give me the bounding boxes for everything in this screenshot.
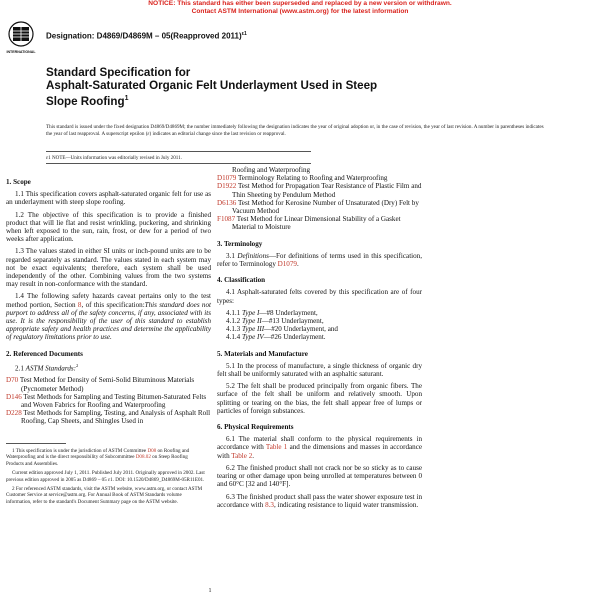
ref-text-f1087: Test Method for Linear Dimensional Stability of a Gasket Material to Moisture: [232, 215, 401, 232]
ref-code-d146[interactable]: D146: [6, 392, 22, 401]
astm-logo-icon: [7, 20, 35, 60]
ref-f1087: [217, 215, 422, 231]
fn1-text-b: on Roofing and Waterproofing and is the direct responsibility of Subcommittee: [6, 448, 190, 461]
designation: [46, 31, 247, 41]
section-heading-classification: 4. Classification: [217, 276, 266, 285]
table-2-link[interactable]: Table 2: [231, 451, 253, 460]
type-i-num: 4.1.1: [226, 308, 242, 317]
type-i-text: —#8 Underlayment,: [259, 308, 318, 317]
ref-d70: [6, 376, 211, 392]
logo-caption: INTERNATIONAL: [6, 50, 36, 54]
section-heading-materials: 5. Materials and Manufacture: [217, 349, 308, 358]
fn1-link-d08[interactable]: D08: [147, 448, 157, 454]
footnote-2-mark: 2: [76, 362, 79, 368]
ref-text-d146: Test Methods for Sampling and Testing Bitumen-Saturated Felts and Woven Fabrics for Roofing and Waterproofing: [21, 392, 207, 410]
paragraph-4-1: 4.1 Asphalt-saturated felts covered by this specification are of four types:: [217, 288, 422, 305]
p1-4-text-a: 1.4 The following safety hazards caveat pertains only to the test method portion, Section: [6, 292, 211, 309]
section-heading-scope: 1. Scope: [6, 178, 31, 186]
section-heading-referenced-documents: 2. Referenced Documents: [6, 349, 83, 358]
paragraph-1-3: 1.3 The values stated in either SI units or inch-pound units are to be regarded separately as standard. The values stated in each system may not be exact equivalents; therefore, each system shall be used independently of the other. Combining values from the two systems may result in non-conformance with the standard.: [6, 247, 211, 289]
p6-3-text-a: 6.3 The finished product shall pass the water shower exposure test in accordance with: [217, 492, 422, 509]
astm-international-logo: [7, 20, 35, 60]
table-1-link[interactable]: Table 1: [265, 443, 288, 452]
ref-d1922: [217, 182, 422, 198]
ref-d228: [6, 409, 211, 425]
document-title: [46, 66, 546, 108]
p3-1-text: —For definitions of terms used in this specification, refer to Terminology: [217, 251, 422, 269]
paragraph-6-3: [217, 493, 422, 509]
ref-text-d70: Test Method for Density of Semi-Solid Bituminous Materials (Pycnometer Method): [18, 376, 195, 393]
ref-d146: [6, 393, 211, 409]
title-line-3: Slope Roofing: [46, 94, 125, 108]
p3-1-num: 3.1: [226, 251, 238, 260]
issue-note: This standard is issued under the fixed designation D4869/D4869M; the number immediately following the designation indicates the year of original adoption or, in the case of revision, the year of last revision. A number in parentheses indicates the year of last reapproval. A superscript epsilon (ε) indicates an editorial change since the last revision or reapproval.: [46, 124, 544, 137]
paragraph-1-1: 1.1 This specification covers asphalt-saturated organic felt for use as an underlayment with steep slope roofing.: [6, 190, 211, 207]
section-heading-terminology: 3. Terminology: [217, 239, 263, 248]
title-line-1: Standard Specification for: [46, 66, 191, 79]
type-ii-num: 4.1.2: [226, 317, 242, 326]
type-ii-text: —#13 Underlayment,: [261, 317, 324, 326]
type-ii-line: [217, 317, 422, 325]
ref-text-d6136: Test Method for Kerosine Number of Unsaturated (Dry) Felt by Vacuum Method: [232, 198, 419, 216]
paragraph-3-1: [217, 252, 422, 268]
notice-line-2: Contact ASTM International (www.astm.org) for the latest information: [191, 8, 409, 15]
paragraph-1-4: [6, 292, 211, 341]
section-heading-physical-requirements: 6. Physical Requirements: [217, 423, 294, 432]
paragraph-2-1: [6, 362, 211, 373]
section-8-link[interactable]: 8: [77, 300, 82, 309]
p1-4-text-b: , of this specification:: [81, 300, 145, 309]
ref-code-d1079[interactable]: D1079: [217, 174, 237, 183]
type-i-line: [217, 309, 422, 317]
p6-1-text-b: and the dimensions and masses in accordance with: [217, 443, 422, 460]
ref-d1079: [217, 174, 422, 182]
type-i-label: Type I: [241, 308, 260, 317]
type-iii-line: [217, 325, 422, 333]
designation-epsilon: ε1: [241, 31, 247, 37]
designation-text: Designation: D4869/D4869M – 05(Reapproved 2011): [46, 31, 242, 41]
paragraph-6-2: 6.2 The finished product shall not crack nor be so sticky as to cause tearing or other damage upon being unrolled at temperatures between 0 and 60°C [32 and 140°F].: [217, 463, 422, 489]
astm-standards-label: ASTM Standards:: [25, 364, 77, 373]
p6-1-end: .: [252, 451, 255, 460]
d1079-link[interactable]: D1079: [277, 260, 297, 269]
ref-text-d1922: Test Method for Propagation Tear Resistance of Plastic Film and Thin Sheeting by Pendulum Method: [232, 182, 422, 199]
paragraph-1-2: 1.2 The objective of this specification is to provide a finished product that will lie flat and resist wrinkling, puckering, and shrinking when left exposed to the sun, rain, frost, or dew for a period of two weeks after application.: [6, 210, 211, 244]
ref-code-d6136[interactable]: D6136: [217, 198, 237, 207]
p3-1-end: .: [296, 260, 299, 269]
notice-line-1: NOTICE: This standard has either been superseded and replaced by a new version or withdrawn.: [148, 0, 452, 7]
ref-text-d228: Test Methods for Sampling, Testing, and Analysis of Asphalt Roll Roofing, Cap Sheets, and Shingles Used in: [21, 409, 211, 426]
title-footnote-mark: 1: [124, 95, 129, 102]
footnotes: [6, 448, 206, 508]
type-iv-label: Type IV: [241, 333, 264, 342]
definitions-label: Definitions: [237, 251, 269, 260]
ref-code-d70[interactable]: D70: [6, 376, 19, 385]
p2-1-num: 2.1: [15, 364, 26, 373]
paragraph-6-1: [217, 435, 422, 460]
fn1-text-c: on Steep Roofing Products and Assemblies.: [6, 454, 188, 467]
left-column: [6, 170, 211, 426]
p6-1-text-a: 6.1 The material shall conform to the physical requirements in accordance with: [217, 435, 422, 452]
type-iv-line: [217, 333, 422, 341]
ref-text-d1079: Terminology Relating to Roofing and Waterproofing: [236, 174, 388, 183]
supersession-notice: [0, 0, 600, 16]
page-number: 1: [208, 588, 212, 594]
p6-3-text-b: , indicating resistance to liquid water transmission.: [273, 500, 419, 509]
type-iv-text: —#26 Underlayment.: [263, 333, 326, 342]
section-8-3-link[interactable]: 8.3: [265, 500, 274, 509]
type-ii-label: Type II: [241, 317, 262, 326]
ref-code-d228[interactable]: D228: [6, 409, 22, 418]
ref-d228-cont-text: Roofing and Waterproofing: [232, 166, 311, 174]
footnote-2: 2 For referenced ASTM standards, visit the ASTM website, www.astm.org, or contact ASTM Customer Service at service@astm.org. For Annual Book of ASTM Standards volume information, refer to the standard's Document Summary page on the ASTM website.: [6, 486, 203, 505]
type-iii-label: Type III: [241, 325, 265, 334]
type-iv-num: 4.1.4: [226, 333, 242, 342]
divider-rule-2: [46, 163, 311, 164]
safety-caveat: This standard does not purport to address all of the safety concerns, if any, associated with its use. It is the responsibility of the user of this standard to establish appropriate safety and health practices and determine the applicability of regulatory limitations prior to use.: [6, 300, 211, 342]
right-column: [217, 166, 422, 513]
ref-d228-continued: [217, 166, 422, 174]
epsilon-note: ε1 NOTE—Units information was editorially revised in July 2011.: [46, 155, 182, 161]
type-iii-num: 4.1.3: [226, 325, 242, 334]
paragraph-5-1: 5.1 In the process of manufacture, a single thickness of organic dry felt shall be uniformly saturated with an asphaltic saturant.: [217, 361, 422, 379]
footnote-rule: [6, 443, 66, 444]
fn1-link-d0802[interactable]: D08.02: [135, 454, 151, 461]
divider-rule: [46, 151, 311, 152]
footnote-1-edition: Current edition approved July 1, 2011. Published July 2011. Originally approved in 2002. Last previous edition approved in 2005 as D4869 – 05 ε1. DOI: 10.1520/D4869_D4869M-05R11E01.: [6, 470, 205, 483]
title-line-2: Asphalt-Saturated Organic Felt Underlayment Used in Steep: [46, 79, 378, 92]
ref-code-f1087[interactable]: F1087: [217, 215, 236, 224]
paragraph-5-2: 5.2 The felt shall be produced principally from organic fibers. The surface of the felt shall be uniform and relatively smooth. Upon splitting or tearing on the bias, the felt shall appear free of lumps or particles of foreign substances.: [217, 382, 422, 415]
ref-d6136: [217, 199, 422, 215]
fn1-text-a: 1 This specification is under the jurisdiction of ASTM Committee: [12, 448, 148, 454]
ref-code-d1922[interactable]: D1922: [217, 182, 237, 191]
footnote-1: [6, 448, 206, 467]
type-iii-text: —#20 Underlayment, and: [264, 325, 338, 334]
